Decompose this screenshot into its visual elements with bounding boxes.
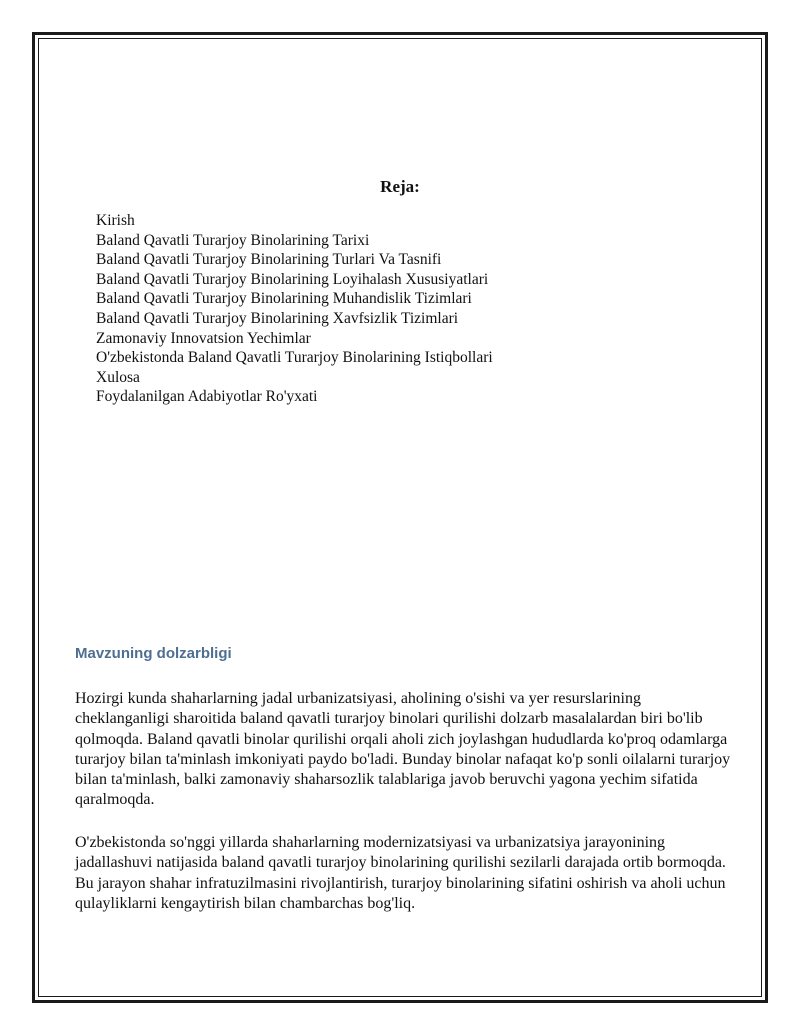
plan-item-innovations: Zamonaviy Innovatsion Yechimlar [96, 329, 311, 347]
plan-item-safety: Baland Qavatli Turarjoy Binolarining Xavfsizlik Tizimlari [96, 309, 459, 327]
plan-item-references: Foydalanilgan Adabiyotlar Ro'yxati [96, 388, 318, 406]
plan-item-intro: Kirish [96, 212, 135, 229]
plan-item-history: Baland Qavatli Turarjoy Binolarining Tarixi [96, 231, 370, 249]
body-paragraph: O'zbekistonda so'nggi yillarda shaharlarning modernizatsiyasi va urbanizatsiya jarayonining jadallashuvi natijasida baland qavatli turarjoy binolarining qurilishi sezilarli darajada ortib bormoqda. Bu jarayon shahar infratuzilmasini rivojlantirish, turarjoy binolarining sifatini oshirish va aholi uchun qulayliklarni kengaytirish bilan chambarchas bog'liq. [75, 834, 726, 912]
plan-list [96, 211, 493, 407]
plan-item-types: Baland Qavatli Turarjoy Binolarining Turlari Va Tasnifi [96, 251, 442, 269]
section-heading: Mavzuning dolzarbligi [75, 645, 232, 662]
plan-title: Reja: [380, 177, 420, 196]
body-paragraph: Hozirgi kunda shaharlarning jadal urbanizatsiyasi, aholining o'sishi va yer resurslarining cheklanganligi sharoitida baland qavatli turarjoy binolari qurilishi dolzarb masalalardan biri bo'lib qolmoqda. Baland qavatli binolar qurilishi orqali aholi zich joylashgan hududlarda ko'proq odamlarga turarjoy bilan ta'minlash imkoniyati paydo bo'ladi. Bunday binolar nafaqat ko'p sonli oilalarni turarjoy bilan ta'minlash, balki zamonaviy shaharsozlik talablariga javob beruvchi yagona yechim sifatida qaralmoqda. [75, 690, 731, 809]
plan-item-engineering: Baland Qavatli Turarjoy Binolarining Muhandislik Tizimlari [96, 290, 472, 308]
plan-item-prospects: O'zbekistonda Baland Qavatli Turarjoy Binolarining Istiqbollari [96, 349, 493, 367]
plan-item-design: Baland Qavatli Turarjoy Binolarining Loyihalash Xususiyatlari [96, 270, 489, 288]
plan-item-conclusion: Xulosa [96, 368, 140, 386]
